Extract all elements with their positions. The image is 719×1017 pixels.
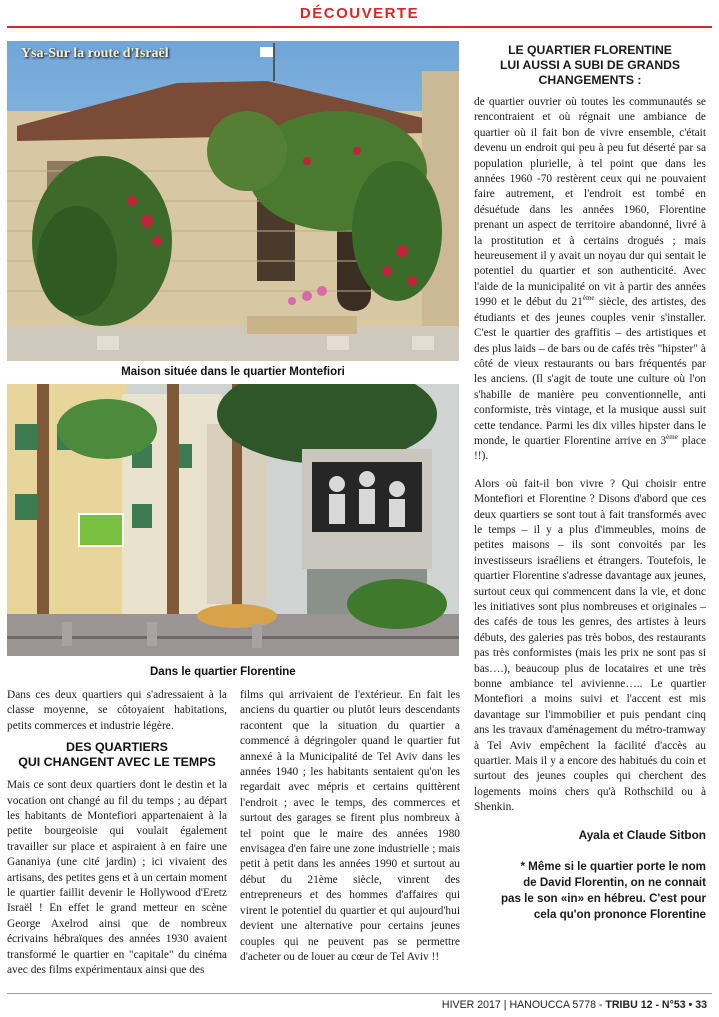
heading-florentine — [474, 43, 706, 88]
superscript-ordinal: ème — [582, 294, 595, 303]
footer-issue: HIVER 2017 | HANOUCCA 5778 - — [441, 999, 606, 1011]
footnote-line-3: pas le son «in» en hébreu. C'est pour — [500, 892, 706, 906]
caption-montefiori: Maison située dans le quartier Montefiori — [121, 366, 345, 378]
subheading-line-2: QUI CHANGENT AVEC LE TEMPS — [18, 755, 216, 770]
body-paragraph-right-2: Alors où fait-il bon vivre ? Qui choisir entre Montefiori et Florentine ? Disons d'abord que ces deux quartiers se sont tout à fait transformés avec le temps – il y a plus d'immeubles, moins de petites maisons – ils sont convoités par les investisseurs israéliens et étrangers. Toutefois, le quartier Florentine s'adresse davantage aux jeunes, surtout ceux qui commencent dans la vie, et donc les initiatives sont plus nombreuses et originales – des cafés de tous les genres, des artistes à leurs débuts, des galeries pas très bobos, des restaurants pas très conformistes (mais les prix ne sont pas si bas….), beaucoup plus de locataires et une très bonne ambiance tel avivienne….. Le quartier Montefiori a moins suivi et l'accent est mis davantage sur l'immobilier et puis pendant cinq ans les travaux d'aménagement du métro-tramway à Tel Aviv empêchent la facilité d'accès au quartier. Mais il y a encore des habitués du coin et surtout des jeunes couples qui cherchent des logements moins chers qu'à Rothschild ou à Shenkin. — [474, 477, 706, 814]
heading-line-3: CHANGEMENTS : — [538, 73, 642, 87]
column-middle — [240, 688, 460, 971]
intro-paragraph: Dans ces deux quartiers qui s'adressaient à la classe moyenne, se côtoyaient habitations, petits commerces et industrie légère. — [7, 689, 227, 732]
text-segment: de quartier ouvrier où toutes les communautés se rencontraient et où régnait une ambiance de quartier où il fait bon de vivre ensemble, c'était devenu un endroit qui peu à peu fut déserté par sa population plurielle, à tel point que dans les années 1960 -70 restèrent ceux qui ne pouvaient faire autrement, et l'endroit est tombé en désuétude dans les années 1960, Florentine prenant un aspect de territoire abandonné, livré à la prostitution et à certains drogués ; mais heureusement il y avait un noyau dur qui sentait le potentiel du quartier et son authenticité. Avec l'aide de la municipalité on vit à partir des années 1990 et le début du 21 — [474, 96, 706, 309]
footnote-line-2: de David Florentin, on ne connait — [523, 876, 706, 890]
footer — [442, 999, 707, 1011]
footnote — [474, 859, 706, 923]
footer-rule — [7, 993, 712, 994]
authors: Ayala et Claude Sitbon — [578, 827, 706, 842]
section-label: DÉCOUVERTE — [299, 5, 420, 22]
body-paragraph-left: Mais ce sont deux quartiers dont le destin et la vocation ont changé au fil du temps ; au départ les habitants de Montefiori appartenaient à la petite bourgeoisie qui voulait également travailler sur place et aspiraient à en faire une Gananiya (une cité jardin) ; ici vivaient des artisans, des petites gens et à un certain moment le quartier faillit devenir le Hollywood d'Eretz Israël ! En effet le grand metteur en scène George Axelrod ainsi que de nombreux écrivains hébraïques des années 1930 avaient transformé le quartier en "capitale" du cinéma avec des films expérimentaux ainsi que des — [7, 779, 227, 977]
house-illustration — [7, 41, 459, 361]
subheading-quartiers — [7, 740, 227, 770]
subheading-line-1: DES QUARTIERS — [66, 740, 168, 755]
footnote-line-4: cela qu'on prononce Florentine — [533, 908, 706, 922]
heading-line-2: LUI AUSSI A SUBI DE GRANDS — [499, 58, 681, 72]
body-paragraph-right-1 — [474, 95, 706, 465]
photo-florentine-street — [7, 384, 459, 656]
text-segment: place !!). — [474, 434, 706, 463]
header-rule — [7, 26, 712, 28]
street-illustration — [7, 384, 459, 656]
footnote-line-1: * Même si le quartier porte le nom — [520, 860, 706, 874]
footer-magazine: TRIBU 12 - N°53 — [605, 999, 686, 1011]
footer-page-number: • 33 — [685, 999, 707, 1011]
photo-montefiori-house — [7, 41, 459, 361]
heading-line-1: LE QUARTIER FLORENTINE — [508, 43, 672, 57]
column-left — [7, 688, 227, 985]
column-right — [474, 41, 706, 923]
photo-watermark-title: Ysa-Sur la route d'Israël — [21, 46, 169, 61]
caption-florentine: Dans le quartier Florentine — [150, 666, 296, 678]
body-paragraph-middle: films qui arrivaient de l'extérieur. En fait les anciens du quartier ou plutôt leurs descendants racontent que la situation du quartier a commencé à dégringoler quand le quartier fut annexé à la Municipalité de Tel Aviv dans les années 1940 ; les habitants sentaient qu'on les regardait avec mépris et certains quittèrent l'endroit ; avec le temps, des commerces et surtout des garages se firent plus nombreux à tel point que le maire des années 1980 envisagea d'en faire une zone industrielle ; mais petit à petit dans les années 1990 et surtout au début du 21ème siècle, vinrent des entrepreneurs et des hommes d'affaires qui virent le potentiel du quartier et qui aujourd'hui devient une alternative pour certains jeunes couples qui ne peuvent pas se permettre d'acheter ou de louer au cœur de Tel Aviv !! — [240, 689, 460, 963]
superscript-ordinal: ème — [666, 433, 678, 442]
text-segment: siècle, des artistes, des étudiants et des jeunes couples venir s'installer. C'est le quartier des graffitis – des artistiques et des plus laids – de bars ou de cafés très "hipster" à côté de vieux restaurants ou bars fréquentés par les anciens. (Il s'agit de toute une culture où l'on s'habille de manière peu conventionnelle, anti conformiste, très vintage, et la musique aussi suit cette tendance. Parmi les dix villes hipster dans le monde, le quartier Florentine arrive en 3 — [474, 296, 706, 447]
